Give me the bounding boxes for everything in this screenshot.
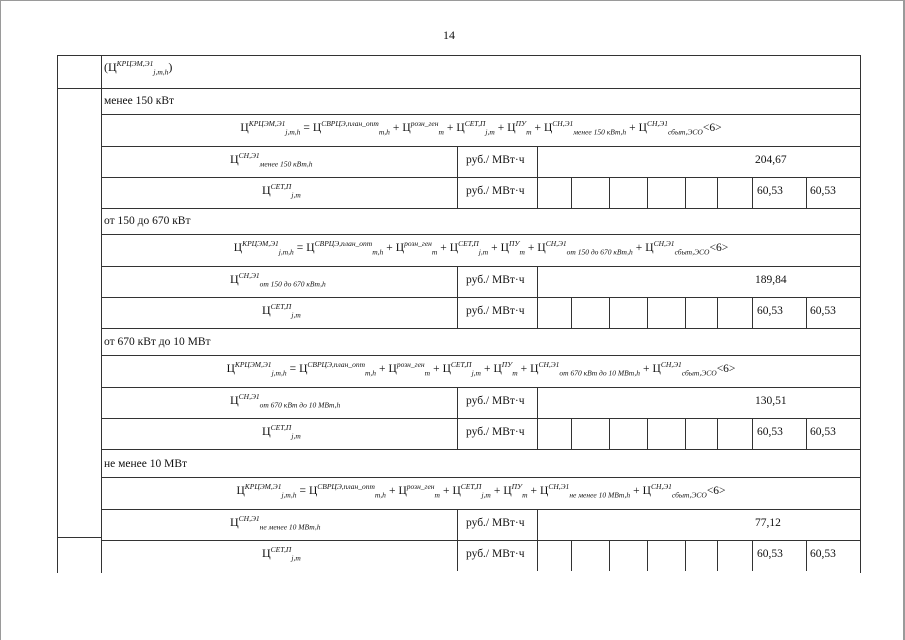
unit-label: руб./ МВт·ч [466, 517, 525, 529]
formula-term-sn: $Ц^{СН,Э1}_{от 670 кВт до 10 МВт,h}$ [530, 360, 641, 378]
row-bottom-rule [101, 297, 861, 298]
formula-term-sn: $Ц^{СН,Э1}_{не менее 10 МВт,h}$ [540, 482, 631, 500]
formula-note: <6> [709, 242, 729, 254]
formula-term-pu: $Ц^{ПУ}_m$ [500, 239, 525, 257]
variable-label: $Ц^{СН,Э1}_{не менее 10 МВт,h}$ [230, 514, 321, 532]
formula-term-rozn-gen: $Ц^{розн\_ген}_m$ [395, 239, 438, 257]
value-subcolumn-rule [752, 418, 753, 449]
value-subcolumn-rule [717, 418, 718, 449]
heading-bottom-rule [101, 114, 861, 115]
tariff-value: 130,51 [755, 395, 787, 407]
table-header-bottom-rule [57, 88, 861, 89]
formula-operator: = [299, 485, 306, 497]
table-right-border [860, 55, 861, 573]
heading-bottom-rule [101, 234, 861, 235]
margin-cell-rule [57, 537, 101, 538]
value-subcolumn-rule [717, 297, 718, 328]
section-heading: от 670 кВт до 10 МВт [104, 336, 211, 348]
value-subcolumn-rule [806, 177, 807, 208]
page-number: 14 [443, 28, 455, 42]
formula-lhs: $Ц^{КРЦЭМ,Э1}_{j,m,h}$ [236, 482, 297, 500]
value-subcolumn-rule [806, 418, 807, 449]
formula-term-set: $Ц^{СЕТ,П}_{j,m}$ [442, 360, 481, 378]
unit-column-rule [457, 297, 458, 328]
value-subcolumn-rule [806, 297, 807, 328]
tariff-value-b: 60,53 [810, 185, 836, 197]
formula-operator: + [379, 363, 386, 375]
header-cell-label: $(Ц^{КРЦЭМ,Э1}_{j,m,h})$ [104, 59, 173, 77]
formula-bottom-rule [101, 146, 861, 147]
value-subcolumn-rule [647, 297, 648, 328]
value-subcolumn-rule [717, 540, 718, 571]
formula-term-pu: $Ц^{ПУ}_m$ [503, 482, 528, 500]
unit-column-rule [457, 177, 458, 208]
formula-operator: + [440, 242, 447, 254]
formula-term-sbyt: $Ц^{СН,Э1}_{сбыт,ЭСО}$ [638, 119, 703, 137]
section-heading: менее 150 кВт [104, 95, 175, 107]
formula-term-sbyt: $Ц^{СН,Э1}_{сбыт,ЭСО}$ [652, 360, 717, 378]
table-top-border [57, 55, 861, 56]
value-subcolumn-rule [609, 297, 610, 328]
tariff-value-a: 60,53 [757, 305, 783, 317]
tariff-value-b: 60,53 [810, 548, 836, 560]
formula-operator: = [296, 242, 304, 254]
value-subcolumn-rule [685, 297, 686, 328]
unit-label: руб./ МВт·ч [466, 548, 525, 560]
value-column-rule [537, 177, 538, 208]
formula-term-sbyt: $Ц^{СН,Э1}_{сбыт,ЭСО}$ [645, 239, 710, 257]
formula-operator: + [530, 485, 538, 497]
formula-operator: + [497, 122, 505, 134]
row-bottom-rule [101, 540, 861, 541]
value-column-rule [537, 266, 538, 297]
unit-label: руб./ МВт·ч [466, 185, 525, 197]
formula-bottom-rule [101, 509, 861, 510]
formula-term-svrce: $Ц^{СВРЦЭ,план\_опт}_{m,h}$ [308, 482, 386, 500]
unit-column-rule [457, 146, 458, 177]
formula-note: <6> [706, 485, 726, 497]
formula-lhs: $Ц^{КРЦЭМ,Э1}_{j,m,h}$ [226, 360, 287, 378]
row-bottom-rule [101, 208, 861, 209]
value-column-rule [537, 146, 538, 177]
formula-term-pu: $Ц^{ПУ}_m$ [507, 119, 532, 137]
formula-term-svrce: $Ц^{СВРЦЭ,план\_опт}_{m,h}$ [312, 119, 390, 137]
tariff-value-a: 60,53 [757, 185, 783, 197]
row-bottom-rule [101, 449, 861, 450]
heading-bottom-rule [101, 477, 861, 478]
section-formula [102, 239, 860, 257]
section-formula [102, 360, 860, 378]
variable-label: $Ц^{СЕТ,П}_{j,m}$ [262, 545, 301, 563]
row-bottom-rule [101, 177, 861, 178]
formula-operator: + [527, 242, 535, 254]
section-heading: от 150 до 670 кВт [104, 215, 191, 227]
formula-operator: = [303, 122, 310, 134]
formula-operator: + [491, 242, 498, 254]
section-formula [102, 119, 860, 137]
formula-bottom-rule [101, 266, 861, 267]
value-column-rule [537, 418, 538, 449]
formula-lhs: $Ц^{КРЦЭМ,Э1}_{j,m,h}$ [233, 239, 294, 257]
value-subcolumn-rule [717, 177, 718, 208]
unit-column-rule [457, 509, 458, 540]
unit-label: руб./ МВт·ч [466, 274, 525, 286]
page-top-edge [0, 0, 905, 1]
formula-term-set: $Ц^{СЕТ,П}_{j,m}$ [449, 239, 489, 257]
tariff-value-b: 60,53 [810, 426, 836, 438]
formula-term-svrce: $Ц^{СВРЦЭ,план\_опт}_{m,h}$ [299, 360, 377, 378]
formula-operator: + [520, 363, 528, 375]
value-subcolumn-rule [647, 540, 648, 571]
page-left-edge [0, 0, 1, 640]
formula-term-sn: $Ц^{СН,Э1}_{менее 150 кВт,h}$ [543, 119, 627, 137]
value-subcolumn-rule [571, 297, 572, 328]
unit-column-rule [457, 418, 458, 449]
formula-term-pu: $Ц^{ПУ}_m$ [493, 360, 518, 378]
value-column-rule [537, 387, 538, 418]
value-subcolumn-rule [609, 540, 610, 571]
section-formula [102, 482, 860, 500]
formula-term-svrce: $Ц^{СВРЦЭ,план\_опт}_{m,h}$ [306, 239, 384, 257]
tariff-value-a: 60,53 [757, 548, 783, 560]
formula-bottom-rule [101, 387, 861, 388]
formula-operator: + [446, 122, 454, 134]
value-subcolumn-rule [685, 418, 686, 449]
formula-operator: + [629, 122, 636, 134]
value-subcolumn-rule [609, 177, 610, 208]
value-subcolumn-rule [609, 418, 610, 449]
value-subcolumn-rule [571, 540, 572, 571]
formula-operator: + [483, 363, 491, 375]
formula-operator: + [442, 485, 450, 497]
formula-term-sn: $Ц^{СН,Э1}_{от 150 до 670 кВт,h}$ [537, 239, 633, 257]
value-subcolumn-rule [685, 540, 686, 571]
value-column-rule [537, 297, 538, 328]
row-bottom-rule [101, 328, 861, 329]
formula-term-rozn-gen: $Ц^{розн\_ген}_m$ [388, 360, 431, 378]
unit-column-rule [457, 540, 458, 571]
value-subcolumn-rule [752, 297, 753, 328]
unit-label: руб./ МВт·ч [466, 395, 525, 407]
formula-term-rozn-gen: $Ц^{розн\_ген}_m$ [398, 482, 440, 500]
formula-term-rozn-gen: $Ц^{розн\_ген}_m$ [402, 119, 444, 137]
tariff-value: 189,84 [755, 274, 787, 286]
formula-note: <6> [702, 122, 722, 134]
unit-label: руб./ МВт·ч [466, 154, 525, 166]
value-column-rule [537, 540, 538, 571]
value-subcolumn-rule [685, 177, 686, 208]
variable-label: $Ц^{СН,Э1}_{менее 150 кВт,h}$ [230, 151, 313, 169]
unit-column-rule [457, 387, 458, 418]
value-subcolumn-rule [806, 540, 807, 571]
variable-label: $Ц^{СЕТ,П}_{j,m}$ [262, 182, 301, 200]
variable-label: $Ц^{СЕТ,П}_{j,m}$ [262, 302, 301, 320]
formula-term-set: $Ц^{СЕТ,П}_{j,m}$ [456, 119, 495, 137]
variable-label: $Ц^{СН,Э1}_{от 150 до 670 кВт,h}$ [230, 271, 326, 289]
heading-bottom-rule [101, 355, 861, 356]
variable-label: $Ц^{СЕТ,П}_{j,m}$ [262, 423, 301, 441]
unit-label: руб./ МВт·ч [466, 426, 525, 438]
value-subcolumn-rule [752, 540, 753, 571]
formula-operator: + [386, 242, 393, 254]
formula-operator: + [635, 242, 643, 254]
unit-column-rule [457, 266, 458, 297]
formula-operator: + [534, 122, 541, 134]
value-subcolumn-rule [571, 418, 572, 449]
value-subcolumn-rule [647, 177, 648, 208]
tariff-value-a: 60,53 [757, 426, 783, 438]
tariff-value: 204,67 [755, 154, 787, 166]
formula-operator: + [388, 485, 396, 497]
formula-lhs: $Ц^{КРЦЭМ,Э1}_{j,m,h}$ [240, 119, 301, 137]
value-subcolumn-rule [752, 177, 753, 208]
formula-note: <6> [716, 363, 736, 375]
formula-operator: + [392, 122, 400, 134]
value-column-rule [537, 509, 538, 540]
value-subcolumn-rule [647, 418, 648, 449]
section-heading: не менее 10 МВт [104, 458, 188, 470]
formula-operator: + [633, 485, 640, 497]
value-subcolumn-rule [571, 177, 572, 208]
formula-term-sbyt: $Ц^{СН,Э1}_{сбыт,ЭСО}$ [642, 482, 707, 500]
row-bottom-rule [101, 418, 861, 419]
tariff-value: 77,12 [755, 517, 781, 529]
variable-label: $Ц^{СН,Э1}_{от 670 кВт до 10 МВт,h}$ [230, 392, 341, 410]
tariff-value-b: 60,53 [810, 305, 836, 317]
formula-operator: + [643, 363, 650, 375]
formula-operator: + [433, 363, 440, 375]
unit-label: руб./ МВт·ч [466, 305, 525, 317]
table-left-border [57, 55, 58, 573]
formula-term-set: $Ц^{СЕТ,П}_{j,m}$ [452, 482, 491, 500]
formula-operator: + [493, 485, 501, 497]
formula-operator: = [289, 363, 297, 375]
